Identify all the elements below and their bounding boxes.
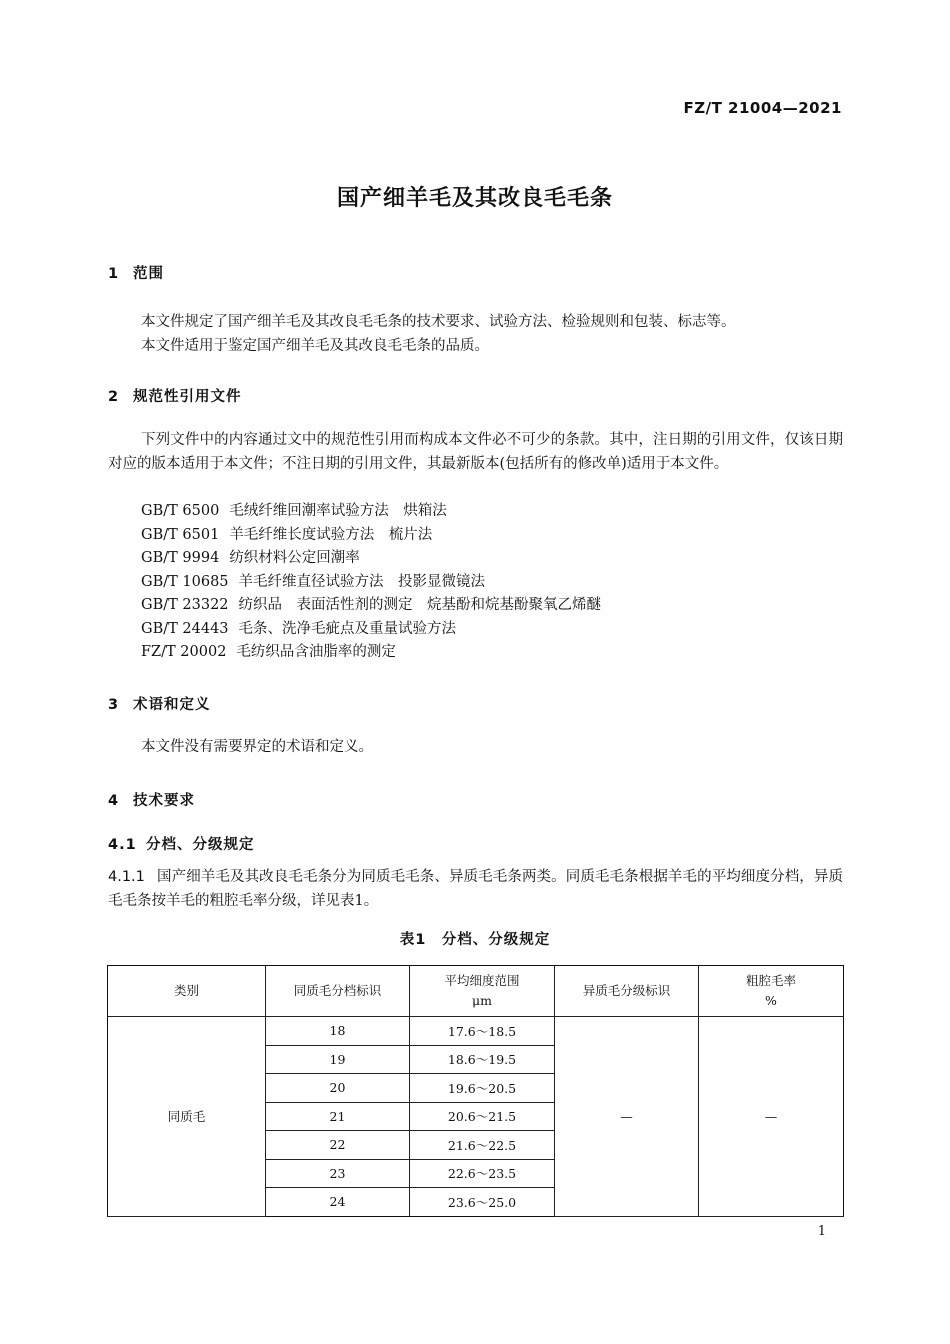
reference-code: GB/T 10685 bbox=[141, 573, 229, 590]
medulla-rate-cell: — bbox=[699, 1017, 844, 1217]
section-number: 1 bbox=[108, 266, 120, 282]
grade-cell: 21 bbox=[266, 1102, 410, 1131]
section-1-heading bbox=[108, 262, 164, 283]
grade-cell: 18 bbox=[266, 1017, 410, 1046]
clause-number: 4.1.1 bbox=[108, 869, 145, 885]
subsection-title: 分档、分级规定 bbox=[146, 837, 255, 853]
header-fineness-label: 平均细度范围 bbox=[444, 973, 520, 988]
range-cell: 21.6～22.5 bbox=[410, 1131, 555, 1160]
subsection-4-1-heading bbox=[108, 833, 255, 854]
clause-4-1-1 bbox=[108, 866, 843, 913]
subsection-number: 4.1 bbox=[108, 837, 137, 853]
range-cell: 18.6～19.5 bbox=[410, 1045, 555, 1074]
grade-cell: 22 bbox=[266, 1131, 410, 1160]
grade-cell: 20 bbox=[266, 1074, 410, 1103]
reference-item bbox=[141, 500, 601, 524]
table-row bbox=[108, 1017, 844, 1046]
references-intro-paragraph: 下列文件中的内容通过文中的规范性引用而构成本文件必不可少的条款。其中，注日期的引用文件，仅该日期对应的版本适用于本文件；不注日期的引用文件，其最新版本(包括所有的修改单)适用于本文件。 bbox=[108, 432, 843, 472]
section-number: 2 bbox=[108, 389, 120, 405]
range-cell: 23.6～25.0 bbox=[410, 1188, 555, 1217]
range-cell: 17.6～18.5 bbox=[410, 1017, 555, 1046]
reference-list bbox=[141, 500, 601, 665]
reference-title: 毛条、洗净毛疵点及重量试验方法 bbox=[238, 620, 457, 637]
section-title: 技术要求 bbox=[133, 793, 195, 809]
grade-cell: 23 bbox=[266, 1159, 410, 1188]
header-medulla-label: 粗腔毛率 bbox=[745, 973, 796, 988]
reference-title: 羊毛纤维直径试验方法 投影显微镜法 bbox=[238, 573, 486, 590]
reference-code: GB/T 6500 bbox=[141, 503, 220, 519]
clause-text: 国产细羊毛及其改良毛毛条分为同质毛毛条、异质毛毛条两类。同质毛毛条根据羊毛的平均细度分档，异质毛毛条按羊毛的粗腔毛率分级，详见表1。 bbox=[108, 869, 843, 909]
section-3-heading bbox=[108, 693, 211, 714]
table-header-row bbox=[108, 966, 844, 1017]
header-fineness-unit: μm bbox=[472, 993, 492, 1008]
section-4-heading bbox=[108, 789, 195, 810]
header-medulla bbox=[699, 966, 844, 1017]
reference-item bbox=[141, 618, 601, 642]
reference-code: GB/T 24443 bbox=[141, 620, 229, 637]
reference-code: GB/T 23322 bbox=[141, 597, 229, 613]
scope-paragraph-2: 本文件适用于鉴定国产细羊毛及其改良毛毛条的品质。 bbox=[141, 338, 489, 354]
reference-title: 羊毛纤维长度试验方法 梳片法 bbox=[229, 526, 433, 543]
range-cell: 19.6～20.5 bbox=[410, 1074, 555, 1103]
section-title: 术语和定义 bbox=[133, 697, 211, 713]
header-category: 类别 bbox=[108, 966, 266, 1017]
category-cell: 同质毛 bbox=[108, 1017, 266, 1217]
header-fineness bbox=[410, 966, 555, 1017]
section-2-heading bbox=[108, 385, 242, 406]
reference-title: 纺织材料公定回潮率 bbox=[229, 550, 360, 566]
grade-cell: 19 bbox=[266, 1045, 410, 1074]
reference-item bbox=[141, 594, 601, 618]
document-title: 国产细羊毛及其改良毛毛条 bbox=[336, 186, 613, 211]
page-number: 1 bbox=[817, 1224, 826, 1239]
hetero-grade-cell: — bbox=[555, 1017, 699, 1217]
header-medulla-unit: % bbox=[765, 993, 777, 1008]
grade-cell: 24 bbox=[266, 1188, 410, 1217]
reference-title: 纺织品 表面活性剂的测定 烷基酚和烷基酚聚氧乙烯醚 bbox=[238, 597, 602, 613]
reference-item bbox=[141, 547, 601, 571]
reference-code: FZ/T 20002 bbox=[141, 644, 227, 660]
reference-item bbox=[141, 641, 601, 665]
reference-item bbox=[141, 571, 601, 595]
reference-item bbox=[141, 524, 601, 548]
reference-code: GB/T 6501 bbox=[141, 526, 220, 543]
section-title: 规范性引用文件 bbox=[133, 389, 242, 405]
terms-paragraph: 本文件没有需要界定的术语和定义。 bbox=[141, 739, 373, 755]
reference-title: 毛绒纤维回潮率试验方法 烘箱法 bbox=[229, 503, 447, 519]
reference-title: 毛纺织品含油脂率的测定 bbox=[236, 644, 396, 660]
section-number: 4 bbox=[108, 793, 120, 809]
reference-code: GB/T 9994 bbox=[141, 550, 220, 566]
range-cell: 22.6～23.5 bbox=[410, 1159, 555, 1188]
range-cell: 20.6～21.5 bbox=[410, 1102, 555, 1131]
grading-table bbox=[107, 965, 844, 1217]
section-title: 范围 bbox=[133, 266, 164, 282]
section-number: 3 bbox=[108, 697, 120, 713]
header-homo-grade: 同质毛分档标识 bbox=[266, 966, 410, 1017]
header-hetero-grade: 异质毛分级标识 bbox=[555, 966, 699, 1017]
scope-paragraph-1: 本文件规定了国产细羊毛及其改良毛毛条的技术要求、试验方法、检验规则和包装、标志等。 bbox=[141, 314, 736, 330]
table-caption: 表1 分档、分级规定 bbox=[399, 932, 551, 948]
standard-code: FZ/T 21004—2021 bbox=[683, 99, 842, 117]
